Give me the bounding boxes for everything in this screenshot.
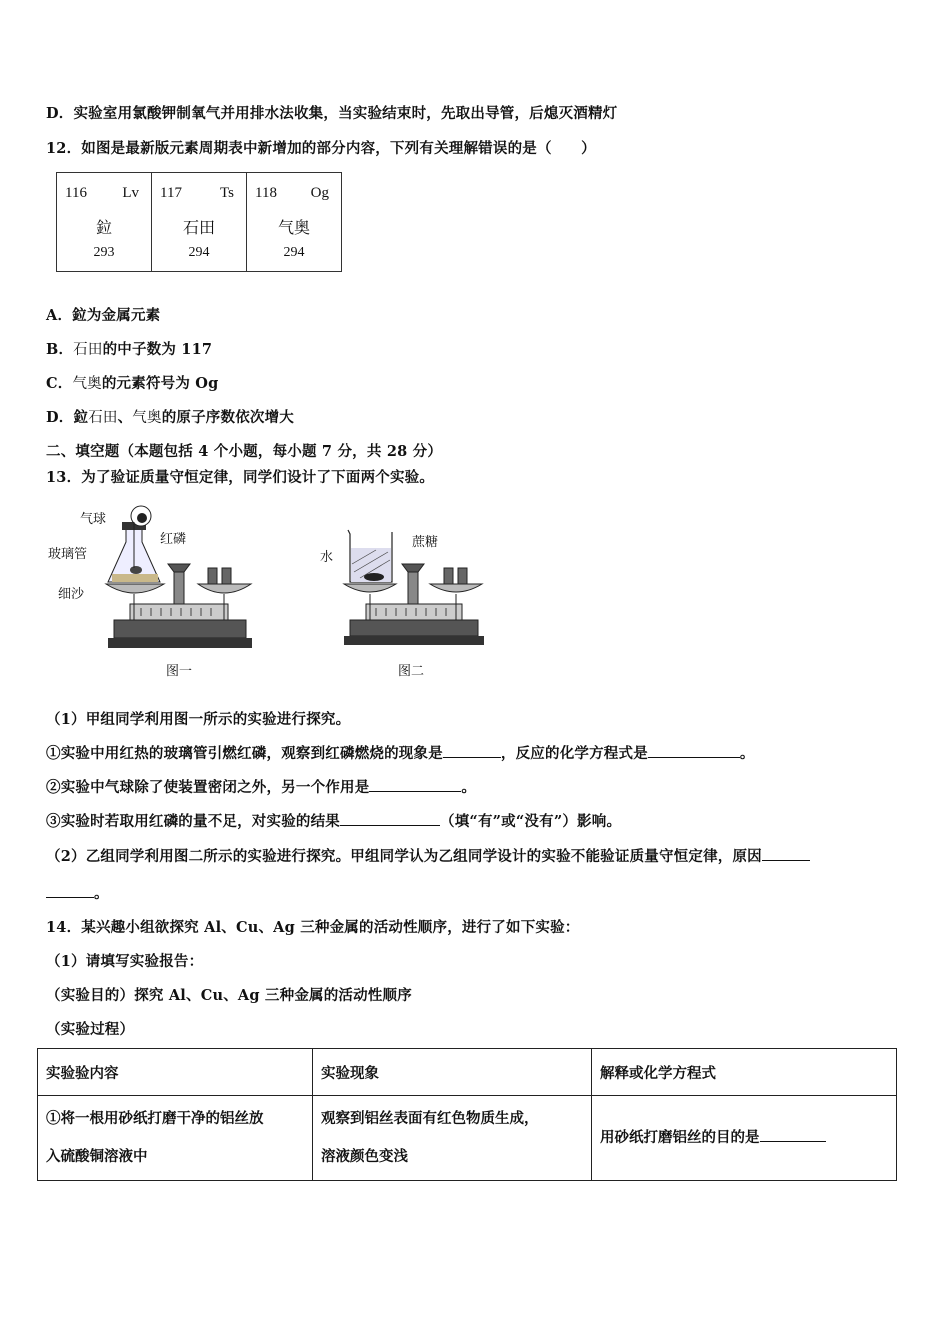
cell-content xyxy=(38,1096,313,1181)
label-sand: 细沙 xyxy=(58,587,85,602)
atomic-mass: 294 xyxy=(283,245,305,260)
question-13: 13．为了验证质量守恒定律，同学们设计了下面两个实验。 xyxy=(46,469,435,486)
option-d-text: 的原子序数依次增大 xyxy=(161,409,295,426)
text: ③实验时若取用红磷的量不足，对实验的结果 xyxy=(46,813,340,830)
element-cell-116 xyxy=(57,173,152,271)
cell-text: 入硫酸铜溶液中 xyxy=(46,1148,148,1165)
element-cell-118 xyxy=(247,173,341,271)
element-symbol: Og xyxy=(310,185,329,201)
figure-1-caption: 图一 xyxy=(166,664,193,679)
question-12: 12．如图是最新版元素周期表中新增加的部分内容，下列有关理解错误的是（ ） xyxy=(46,140,596,157)
label-red-phosphorus: 红磷 xyxy=(160,532,187,547)
question-14: 14．某兴趣小组欲探究 Al、Cu、Ag 三种金属的活动性顺序，进行了如下实验： xyxy=(46,919,580,936)
answer-blank[interactable] xyxy=(760,1127,826,1142)
question-13-part-1c xyxy=(46,810,621,831)
question-13-part-1: （1）甲组同学利用图一所示的实验进行探究。 xyxy=(46,711,351,728)
table-header-row xyxy=(38,1049,897,1096)
figure-2-balance-beaker xyxy=(320,522,500,657)
option-d-prefix: D．鉝 xyxy=(46,409,89,426)
element-symbol: Lv xyxy=(122,185,139,201)
question-13-part-2-continued xyxy=(46,882,109,903)
text: ，反应的化学方程式是 xyxy=(500,745,648,762)
section-heading-fill-in: 二、填空题（本题包括 4 个小题，每小题 7 分，共 28 分） xyxy=(46,443,443,460)
label-sugar: 蔗糖 xyxy=(412,535,439,550)
element-char-og: 气奥 xyxy=(72,376,102,392)
separator: 、 xyxy=(117,409,133,426)
answer-blank[interactable] xyxy=(46,883,94,898)
option-b xyxy=(46,338,212,359)
figure-1-balance-flask xyxy=(46,502,266,657)
element-name: 鉝 xyxy=(95,218,112,237)
option-c-prefix: C． xyxy=(46,375,73,392)
answer-blank[interactable] xyxy=(369,777,461,792)
cell-explanation xyxy=(592,1096,897,1181)
atomic-number: 117 xyxy=(160,185,182,201)
question-13-part-2 xyxy=(46,845,810,866)
element-name: 石田 xyxy=(182,218,215,237)
option-a: A．鉝为金属元素 xyxy=(46,307,161,324)
cell-phenomenon xyxy=(313,1096,592,1181)
option-d xyxy=(46,406,294,427)
answer-blank[interactable] xyxy=(340,811,440,826)
text: ②实验中气球除了使装置密闭之外，另一个作用是 xyxy=(46,779,370,796)
label-water: 水 xyxy=(320,550,334,565)
figure-2-caption: 图二 xyxy=(398,664,425,679)
header-phenomenon: 实验现象 xyxy=(313,1049,592,1096)
question-13-part-1a xyxy=(46,742,755,763)
cell-text: ①将一根用砂纸打磨干净的铝丝放 xyxy=(46,1110,264,1127)
element-char-ts: 石田 xyxy=(88,410,118,426)
header-explanation: 解释或化学方程式 xyxy=(592,1049,897,1096)
experiment-process: （实验过程） xyxy=(46,1021,135,1038)
atomic-number: 116 xyxy=(65,185,87,201)
label-balloon: 气球 xyxy=(80,512,107,527)
answer-blank[interactable] xyxy=(648,743,740,758)
option-c-text: 的元素符号为 Og xyxy=(101,375,219,392)
option-b-prefix: B． xyxy=(46,341,74,358)
cell-text: 溶液颜色变浅 xyxy=(321,1148,408,1165)
label-glass-tube: 玻璃管 xyxy=(48,547,88,562)
element-symbol: Ts xyxy=(220,185,234,201)
text: 。 xyxy=(739,745,755,762)
element-char-og: 气奥 xyxy=(132,410,162,426)
question-13-part-1b xyxy=(46,776,476,797)
text: ①实验中用红热的玻璃管引燃红磷，观察到红磷燃烧的现象是 xyxy=(46,745,443,762)
answer-blank[interactable] xyxy=(762,846,810,861)
experiment-report-table xyxy=(37,1048,897,1181)
answer-blank[interactable] xyxy=(443,743,501,758)
text: （2）乙组同学利用图二所示的实验进行探究。甲组同学认为乙组同学设计的实验不能验证质量守恒定律，原因 xyxy=(46,848,762,865)
element-cell-117 xyxy=(152,173,247,271)
option-d-previous: D．实验室用氯酸钾制氧气并用排水法收集，当实验结束时，先取出导管，后熄灭酒精灯 xyxy=(46,105,618,122)
element-char-ts: 石田 xyxy=(73,342,103,358)
header-content: 实验验内容 xyxy=(38,1049,313,1096)
option-c xyxy=(46,372,218,393)
cell-text: 观察到铝丝表面有红色物质生成， xyxy=(321,1110,539,1127)
atomic-number: 118 xyxy=(255,185,277,201)
element-name: 气奥 xyxy=(277,218,310,237)
question-14-part-1: （1）请填写实验报告： xyxy=(46,953,204,970)
atomic-mass: 293 xyxy=(93,245,115,260)
periodic-table-excerpt xyxy=(56,172,342,272)
option-b-text: 的中子数为 117 xyxy=(102,341,213,358)
text: （填“有”或“没有”）影响。 xyxy=(440,813,622,830)
experiment-purpose: （实验目的）探究 Al、Cu、Ag 三种金属的活动性顺序 xyxy=(46,987,412,1004)
text: 。 xyxy=(461,779,477,796)
cell-text: 用砂纸打磨铝丝的目的是 xyxy=(600,1129,760,1146)
text: 。 xyxy=(94,885,109,902)
table-row xyxy=(38,1096,897,1181)
atomic-mass: 294 xyxy=(188,245,210,260)
